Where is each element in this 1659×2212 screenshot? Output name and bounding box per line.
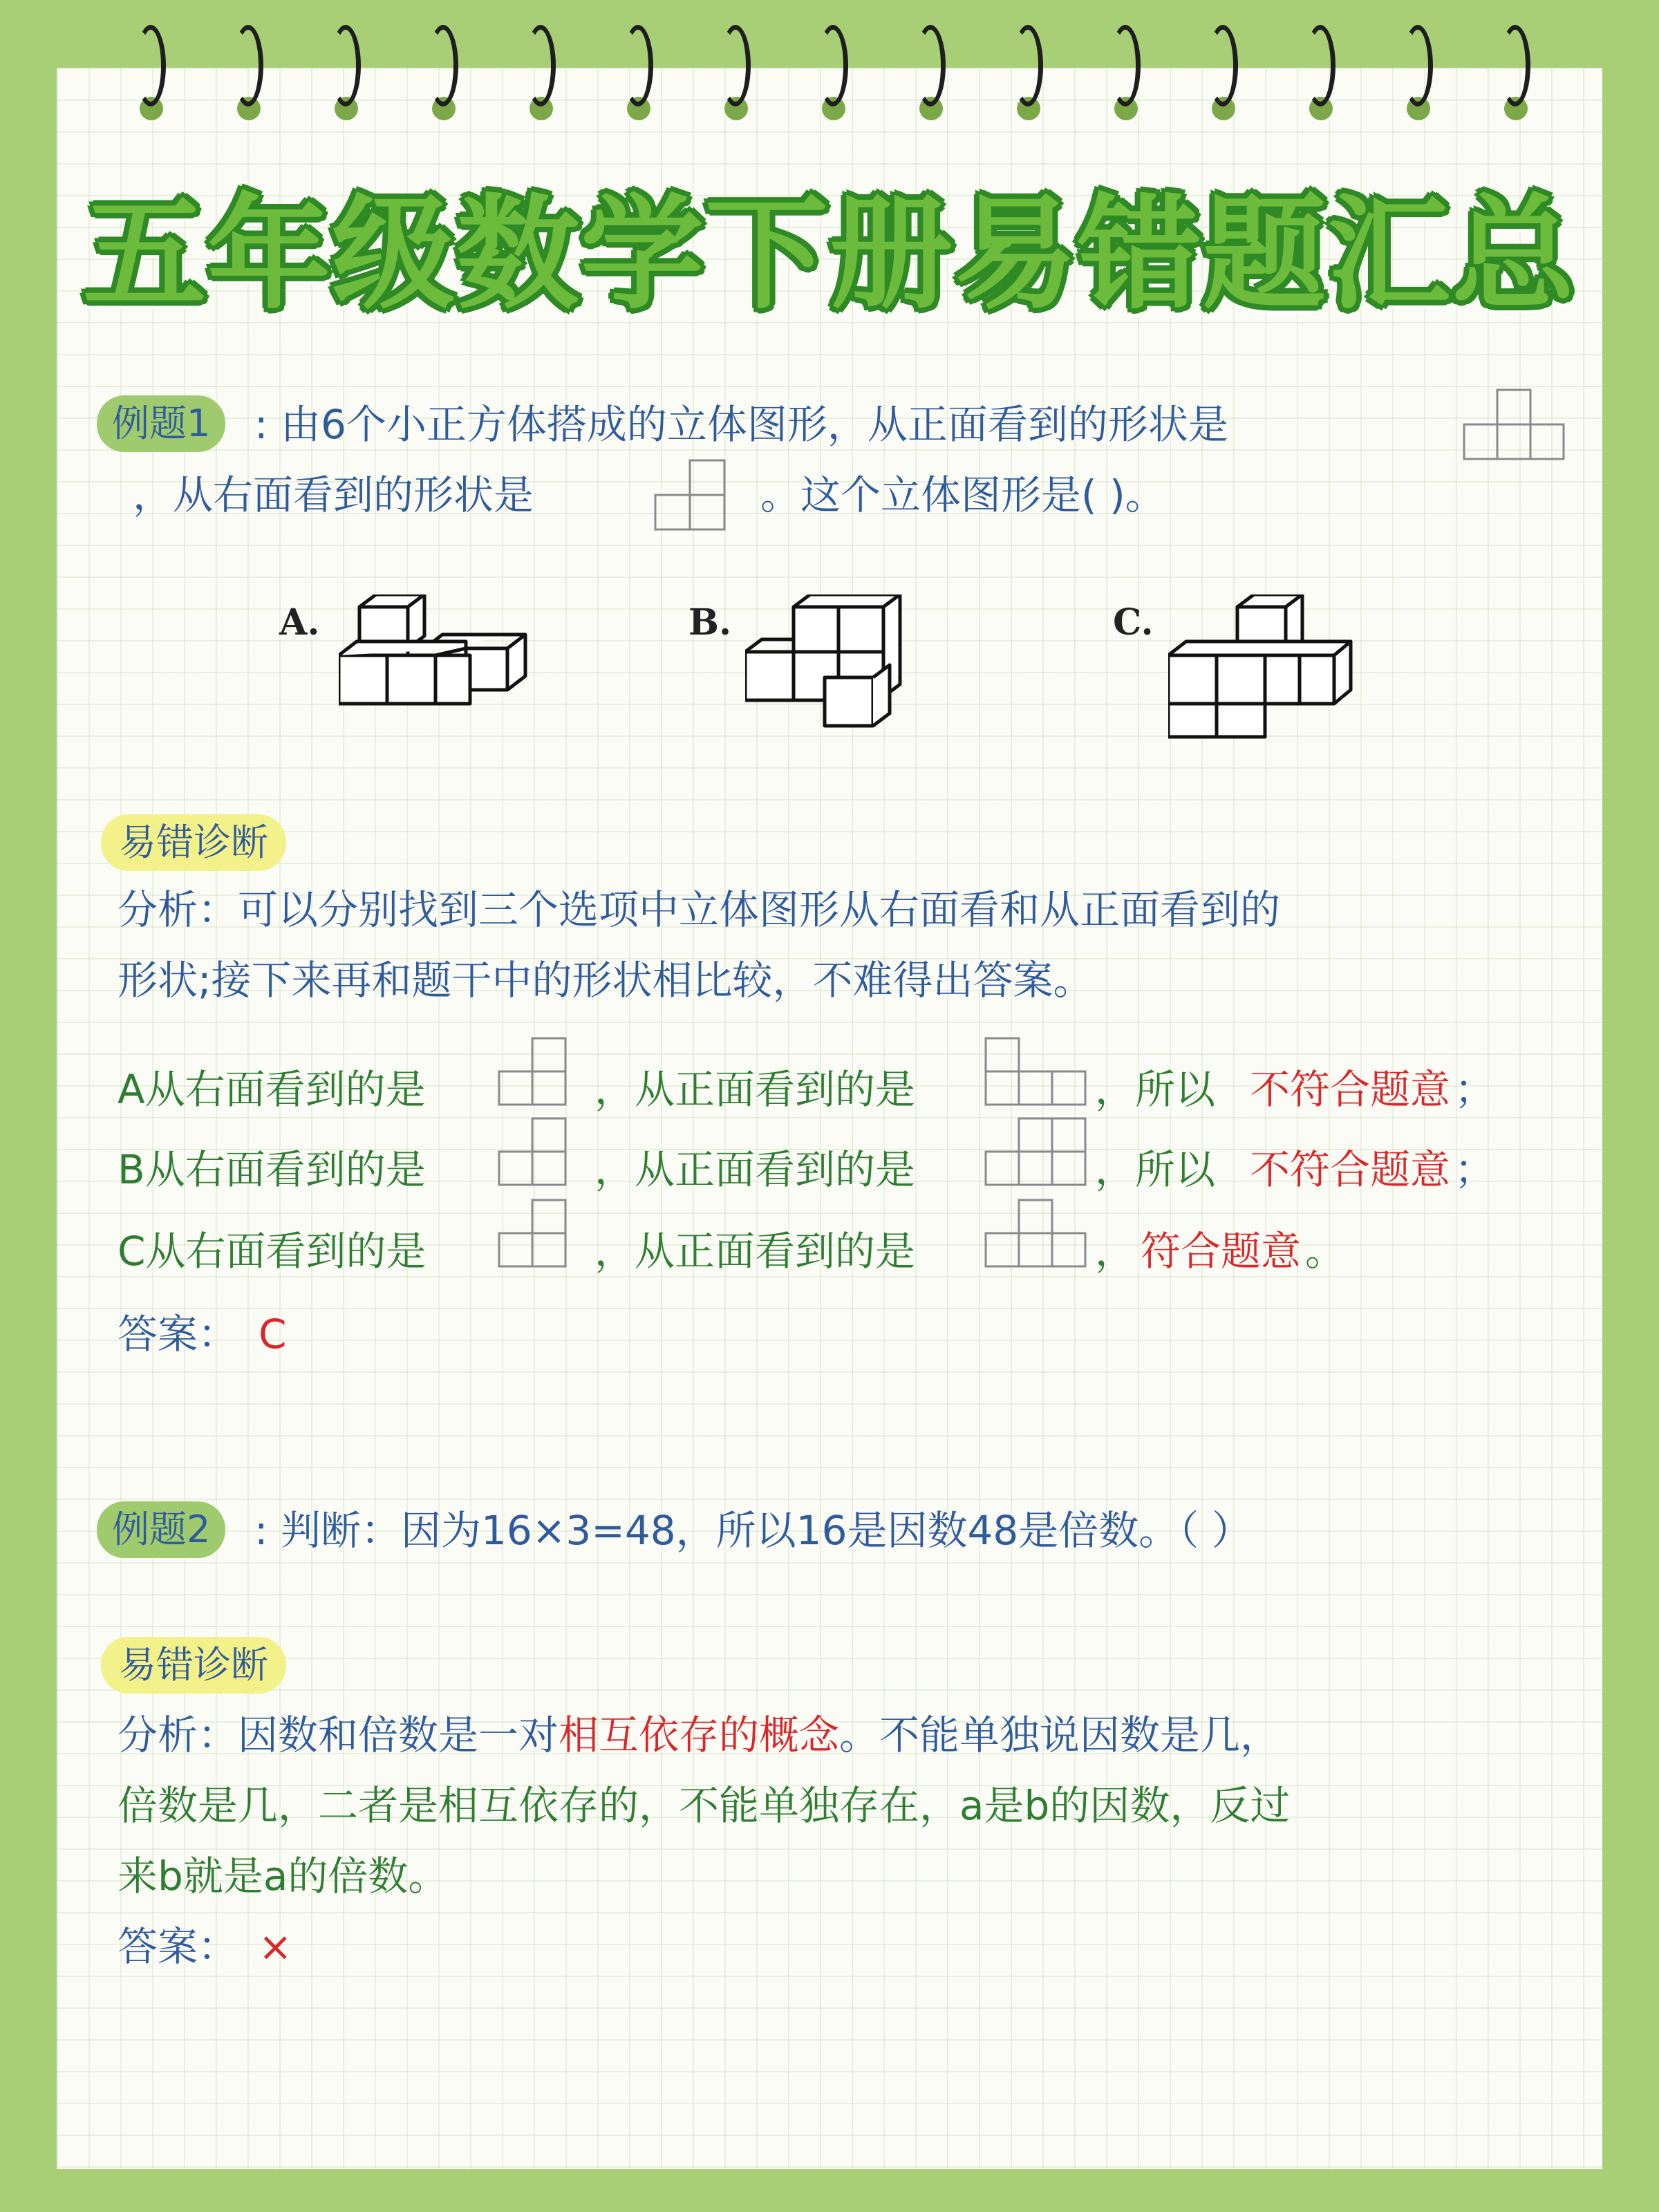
row-conclusion-text: ， xyxy=(1095,1228,1136,1275)
row-conclusion-text: ，所以 xyxy=(1095,1066,1216,1113)
row-conclusion-text: ，所以 xyxy=(1095,1146,1216,1193)
example1-question-line1: : 由6个小正方体搭成的立体图形，从正面看到的形状是 xyxy=(254,401,1228,448)
binding-ring xyxy=(1208,25,1238,129)
right-view-shape-icon xyxy=(495,1034,570,1110)
page-title: 五年级数学下册易错题汇总 xyxy=(83,182,1576,326)
row-end-punct: 。 xyxy=(1305,1228,1346,1275)
example2-diagnosis-tag: 易错诊断 xyxy=(101,1637,286,1694)
binding-ring xyxy=(135,25,166,129)
example1-answer-label: 答案： xyxy=(118,1311,238,1358)
binding-ring xyxy=(330,25,361,129)
front-view-shape-icon xyxy=(982,1196,1092,1272)
binding-ring xyxy=(1403,25,1433,129)
example1-question-line2b: 。这个立体图形是( )。 xyxy=(760,471,1165,518)
option-a-figure xyxy=(339,594,532,740)
right-view-shape-icon xyxy=(650,456,730,534)
row-front-view-text: ，从正面看到的是 xyxy=(594,1066,916,1113)
binding-ring xyxy=(915,25,946,129)
binding-ring xyxy=(233,25,263,129)
binding-ring xyxy=(1110,25,1141,129)
row-end-punct: ； xyxy=(1454,1066,1495,1113)
example2-analysis-line1: 分析：因数和倍数是一对相互依存的概念。不能单独说因数是几， xyxy=(118,1712,1281,1759)
right-view-shape-icon xyxy=(495,1114,570,1190)
example2-answer-label: 答案： xyxy=(118,1923,238,1970)
example1-diagnosis-tag: 易错诊断 xyxy=(101,814,286,871)
example1-question-line2a: ，从右面看到的形状是 xyxy=(133,471,534,518)
row-verdict: 符合题意 xyxy=(1141,1228,1302,1275)
front-view-shape-icon xyxy=(982,1034,1092,1110)
front-view-shape-icon xyxy=(982,1114,1092,1190)
option-b-figure xyxy=(745,594,925,740)
right-view-shape-icon xyxy=(495,1196,570,1272)
front-view-shape-icon xyxy=(1459,386,1569,463)
binding-ring xyxy=(818,25,848,129)
example2-analysis-line2: 倍数是几，二者是相互依存的，不能单独存在，a是b的因数，反过 xyxy=(118,1782,1291,1829)
example2-tag: 例题2 xyxy=(97,1501,225,1558)
option-c-label: C. xyxy=(1113,601,1154,644)
binding-ring xyxy=(428,25,458,129)
option-c-figure xyxy=(1168,594,1369,740)
example2-analysis-line3: 来b就是a的倍数。 xyxy=(118,1853,449,1900)
row-right-view-text: C从右面看到的是 xyxy=(118,1228,427,1275)
binding-ring xyxy=(623,25,653,129)
row-end-punct: ； xyxy=(1454,1146,1495,1193)
row-front-view-text: ，从正面看到的是 xyxy=(594,1146,916,1193)
example2-question: : 判断：因为16×3=48，所以16是因数48是倍数。（ ） xyxy=(254,1507,1252,1554)
example1-answer-value: C xyxy=(259,1311,287,1358)
binding-ring xyxy=(720,25,751,129)
example2-answer-value: × xyxy=(259,1923,292,1970)
row-front-view-text: ，从正面看到的是 xyxy=(594,1228,916,1275)
option-b-label: B. xyxy=(688,601,732,644)
row-verdict: 不符合题意 xyxy=(1250,1146,1451,1193)
binding-ring xyxy=(525,25,556,129)
example1-tag: 例题1 xyxy=(97,395,225,452)
binding-ring xyxy=(1305,25,1335,129)
row-verdict: 不符合题意 xyxy=(1250,1066,1451,1113)
binding-ring xyxy=(1500,25,1530,129)
example1-analysis-line2: 形状;接下来再和题干中的形状相比较，不难得出答案。 xyxy=(118,957,1094,1004)
row-right-view-text: B从右面看到的是 xyxy=(118,1146,426,1193)
option-a-label: A. xyxy=(279,601,320,644)
row-right-view-text: A从右面看到的是 xyxy=(118,1066,426,1113)
example1-analysis-line1: 分析：可以分别找到三个选项中立体图形从右面看和从正面看到的 xyxy=(118,886,1281,933)
binding-ring xyxy=(1013,25,1043,129)
